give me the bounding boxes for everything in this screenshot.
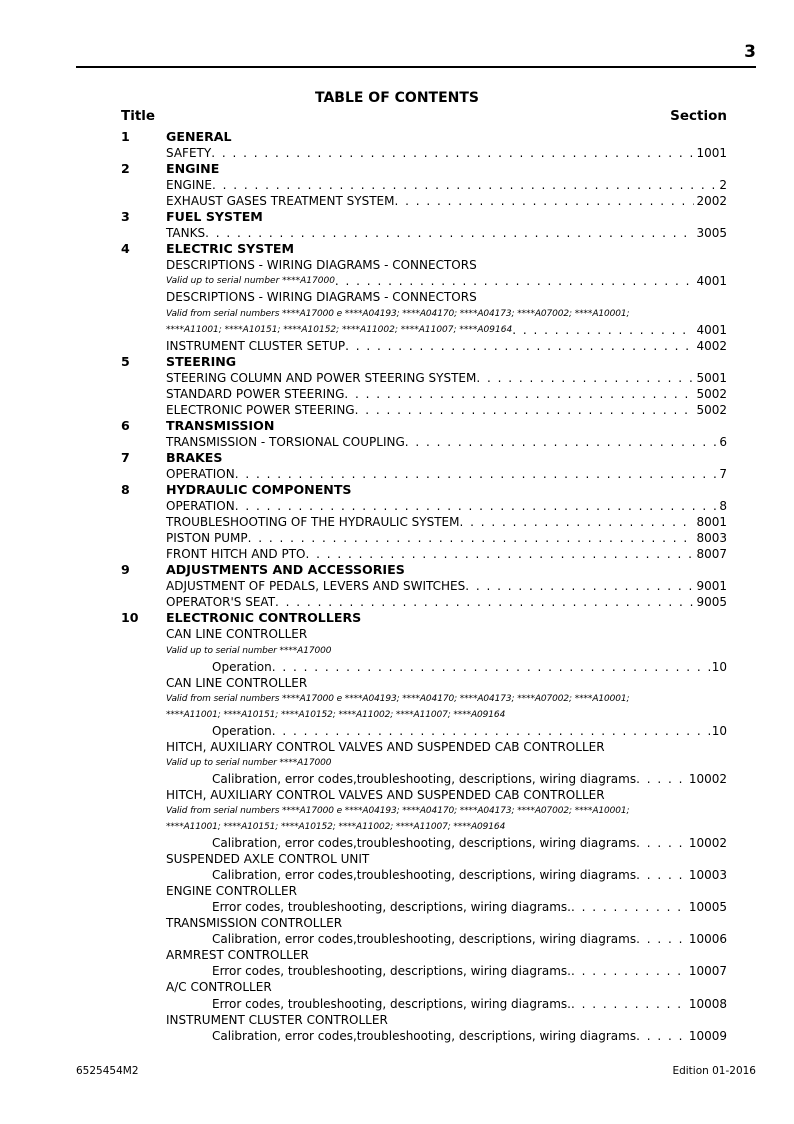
edition-label: Edition 01-2016 [672,1065,756,1077]
subheading-text: HITCH, AUXILIARY CONTROL VALVES AND SUSPENDED CAB CONTROLLER [166,787,605,802]
page-title: TABLE OF CONTENTS [314,90,480,106]
subheading-text: HITCH, AUXILIARY CONTROL VALVES AND SUSPENDED CAB CONTROLLER [166,739,605,754]
chapter-title: STEERING [166,353,237,369]
toc-subheading [121,883,727,899]
section-number: 10006 [688,932,727,947]
toc-entry-line [166,578,727,594]
chapter-number: 3 [121,209,130,225]
toc-subheading [121,1012,727,1028]
toc-entry[interactable] [121,963,727,979]
toc-entry-line [166,594,727,610]
dot-leader [211,145,694,161]
note-text: Valid up to serial number ****A17000 [166,757,332,768]
toc-chapter [121,209,727,225]
note-text: ****A11001; ****A10151; ****A10152; ****A11002; ****A11007; ****A09164 [166,822,506,833]
toc-entry-line [212,659,727,675]
toc-entry-line [166,273,727,289]
toc-entry-line [166,225,727,241]
dot-leader [571,996,687,1012]
chapter-title: FUEL SYSTEM [166,209,263,225]
entry-title: STEERING COLUMN AND POWER STEERING SYSTEM [166,370,477,385]
entry-title: Error codes, troubleshooting, descriptions, wiring diagrams. [212,964,571,979]
header-rule [76,66,756,68]
toc-entry[interactable] [121,530,727,546]
toc-chapter [121,610,727,626]
toc-chapter [121,241,727,257]
section-number: 4001 [696,274,727,289]
note-text: Valid up to serial number ****A17000 [166,645,332,656]
toc-entry[interactable] [121,466,727,482]
toc-entry[interactable] [121,402,727,418]
toc-subheading [121,787,727,803]
toc-entry[interactable] [121,931,727,947]
table-of-contents [121,129,727,1044]
chapter-title: HYDRAULIC COMPONENTS [166,482,352,498]
chapter-number: 5 [121,353,130,369]
toc-chapter [121,354,727,370]
entry-title: STANDARD POWER STEERING [166,386,345,401]
toc-entry-line [212,963,727,979]
entry-title: PISTON PUMP [166,531,248,546]
section-number: 8001 [696,515,727,530]
chapter-number: 2 [121,161,130,177]
section-number: 2002 [696,194,727,209]
dot-leader [355,402,695,418]
dot-leader [571,963,687,979]
serial-validity-note [121,707,727,723]
chapter-title: ENGINE [166,161,220,177]
toc-entry[interactable] [121,723,727,739]
entry-title: OPERATOR'S SEAT [166,595,276,610]
section-number: 10 [711,659,727,674]
chapter-number: 4 [121,241,130,257]
dot-leader [636,771,687,787]
toc-entry-line [166,145,727,161]
dot-leader [335,273,695,289]
dot-leader [272,723,710,739]
dot-leader [212,177,717,193]
chapter-number: 10 [121,610,139,626]
toc-subheading [121,947,727,963]
subheading-text: SUSPENDED AXLE CONTROL UNIT [166,852,370,867]
dot-leader [235,498,718,514]
section-number: 10009 [688,1028,727,1043]
toc-entry[interactable] [121,899,727,915]
note-text: Valid from serial numbers ****A17000 e ****A04193; ****A04170; ****A04173; ****A07002; ****A10001; [166,308,630,319]
toc-chapter [121,418,727,434]
entry-title: ****A11001; ****A10151; ****A10152; ****A11002; ****A11007; ****A09164 [166,324,513,335]
toc-entry[interactable] [121,996,727,1012]
toc-entry-line [166,402,727,418]
entry-title: Error codes, troubleshooting, descriptions, wiring diagrams. [212,900,571,915]
dot-leader [344,386,694,402]
section-number: 10008 [688,996,727,1011]
chapter-title: ADJUSTMENTS AND ACCESSORIES [166,562,405,578]
section-number: 10002 [688,771,727,786]
dot-leader [636,835,687,851]
chapter-title: TRANSMISSION [166,417,275,433]
toc-subheading [121,739,727,755]
dot-leader [465,578,694,594]
toc-chapter [121,450,727,466]
entry-title: TRANSMISSION - TORSIONAL COUPLING [166,434,405,449]
entry-title: TROUBLESHOOTING OF THE HYDRAULIC SYSTEM [166,515,460,530]
dot-leader [636,867,687,883]
toc-chapter [121,129,727,145]
entry-title: EXHAUST GASES TREATMENT SYSTEM [166,194,395,209]
entry-title: Calibration, error codes,troubleshooting, descriptions, wiring diagrams [212,932,637,947]
dot-leader [571,899,687,915]
chapter-title: ELECTRONIC CONTROLLERS [166,610,362,626]
section-number: 5002 [696,402,727,417]
toc-entry[interactable] [121,771,727,787]
toc-entry-line [212,931,727,947]
entry-title: OPERATION [166,466,235,481]
dot-leader [248,530,695,546]
toc-subheading [121,626,727,642]
chapter-title: ELECTRIC SYSTEM [166,241,295,257]
serial-validity-note [121,691,727,707]
dot-leader [272,659,710,675]
toc-subheading [121,979,727,995]
section-number: 10007 [688,964,727,979]
entry-title: Error codes, troubleshooting, descriptions, wiring diagrams. [212,996,571,1011]
entry-title: Calibration, error codes,troubleshooting, descriptions, wiring diagrams [212,836,637,851]
toc-entry-line [212,1028,727,1044]
section-number: 10003 [688,868,727,883]
section-number: 10005 [688,900,727,915]
column-header-section: Section [670,108,727,124]
entry-title: ADJUSTMENT OF PEDALS, LEVERS AND SWITCHES [166,579,466,594]
dot-leader [235,466,718,482]
toc-entry-line [212,835,727,851]
dot-leader [345,338,694,354]
dot-leader [636,931,687,947]
entry-title: ENGINE [166,178,212,193]
toc-chapter [121,482,727,498]
subheading-text: DESCRIPTIONS - WIRING DIAGRAMS - CONNECTORS [166,258,477,273]
toc-entry-line [166,466,727,482]
dot-leader [512,322,694,338]
entry-title: Valid up to serial number ****A17000 [166,276,335,287]
dot-leader [275,594,694,610]
section-number: 2 [719,178,727,193]
toc-entry[interactable] [121,546,727,562]
toc-entry[interactable] [121,193,727,209]
chapter-number: 9 [121,562,130,578]
dot-leader [405,434,718,450]
serial-validity-note [121,306,727,322]
toc-entry[interactable] [121,498,727,514]
toc-entry-line [212,723,727,739]
serial-validity-note [121,803,727,819]
toc-entry-line [166,434,727,450]
toc-entry[interactable] [121,835,727,851]
subheading-text: CAN LINE CONTROLLER [166,627,308,642]
dot-leader [476,370,694,386]
subheading-text: CAN LINE CONTROLLER [166,675,308,690]
toc-entry-line [166,386,727,402]
toc-subheading [121,675,727,691]
note-text: Valid from serial numbers ****A17000 e ****A04193; ****A04170; ****A04173; ****A07002; ****A10001; [166,693,630,704]
toc-entry[interactable] [121,659,727,675]
section-number: 4002 [696,338,727,353]
section-number: 3005 [696,226,727,241]
toc-entry[interactable] [121,386,727,402]
toc-entry[interactable] [121,1028,727,1044]
section-number: 1001 [696,146,727,161]
toc-subheading [121,915,727,931]
entry-title: FRONT HITCH AND PTO [166,547,306,562]
toc-entry-line [212,867,727,883]
toc-entry-line [212,771,727,787]
toc-entry-line [166,193,727,209]
toc-chapter [121,161,727,177]
toc-entry-line [166,370,727,386]
section-number: 5002 [696,386,727,401]
dot-leader [459,514,694,530]
toc-entry[interactable] [121,514,727,530]
section-number: 6 [719,434,727,449]
subheading-text: ARMREST CONTROLLER [166,948,309,963]
subheading-text: DESCRIPTIONS - WIRING DIAGRAMS - CONNECTORS [166,290,477,305]
dot-leader [305,546,694,562]
toc-entry-line [212,996,727,1012]
section-number: 4001 [696,322,727,337]
toc-entry[interactable] [121,177,727,193]
toc-entry[interactable] [121,370,727,386]
chapter-number: 1 [121,129,130,144]
entry-title: SAFETY [166,146,212,161]
toc-entry[interactable] [121,338,727,354]
note-text: Valid from serial numbers ****A17000 e ****A04193; ****A04170; ****A04173; ****A07002; ****A10001; [166,805,630,816]
column-header-title: Title [121,108,156,124]
toc-entry[interactable] [121,145,727,161]
section-number: 8007 [696,547,727,562]
toc-entry-line [166,530,727,546]
section-number: 7 [719,466,727,481]
entry-title: Calibration, error codes,troubleshooting, descriptions, wiring diagrams [212,1028,637,1043]
toc-entry-line [166,514,727,530]
chapter-title: BRAKES [166,449,223,465]
entry-title: Operation [212,659,272,674]
serial-validity-note [121,643,727,659]
chapter-number: 6 [121,417,130,433]
subheading-text: TRANSMISSION CONTROLLER [166,916,343,931]
section-number: 8003 [696,531,727,546]
dot-leader [636,1028,687,1044]
section-number: 9005 [696,595,727,610]
toc-entry-line [166,498,727,514]
chapter-number: 7 [121,449,130,465]
toc-entry[interactable] [121,594,727,610]
document-code: 6525454M2 [76,1065,139,1077]
toc-entry[interactable] [121,434,727,450]
chapter-number: 8 [121,482,130,498]
chapter-title: GENERAL [166,129,232,144]
dot-leader [394,193,694,209]
section-number: 10 [711,723,727,738]
entry-title: ELECTRONIC POWER STEERING [166,402,355,417]
section-number: 8 [719,499,727,514]
dot-leader [205,225,694,241]
toc-entry[interactable] [121,578,727,594]
toc-entry-line [166,338,727,354]
toc-entry-line [166,322,727,338]
toc-subheading [121,851,727,867]
toc-entry-line [166,546,727,562]
section-number: 5001 [696,370,727,385]
toc-entry[interactable] [121,273,727,289]
subheading-text: ENGINE CONTROLLER [166,884,297,899]
serial-validity-note [121,819,727,835]
toc-entry[interactable] [121,322,727,338]
subheading-text: A/C CONTROLLER [166,980,272,995]
page-number: 3 [744,42,756,62]
entry-title: TANKS [166,226,206,241]
toc-entry[interactable] [121,867,727,883]
section-number: 10002 [688,836,727,851]
entry-title: Operation [212,723,272,738]
toc-chapter [121,562,727,578]
toc-entry[interactable] [121,225,727,241]
toc-entry-line [212,899,727,915]
toc-entry-line [166,177,727,193]
serial-validity-note [121,755,727,771]
toc-subheading [121,257,727,273]
subheading-text: INSTRUMENT CLUSTER CONTROLLER [166,1012,388,1027]
entry-title: Calibration, error codes,troubleshooting, descriptions, wiring diagrams [212,868,637,883]
section-number: 9001 [696,579,727,594]
toc-subheading [121,289,727,305]
entry-title: OPERATION [166,499,235,514]
entry-title: Calibration, error codes,troubleshooting, descriptions, wiring diagrams [212,771,637,786]
note-text: ****A11001; ****A10151; ****A10152; ****A11002; ****A11007; ****A09164 [166,709,506,720]
entry-title: INSTRUMENT CLUSTER SETUP [166,338,346,353]
